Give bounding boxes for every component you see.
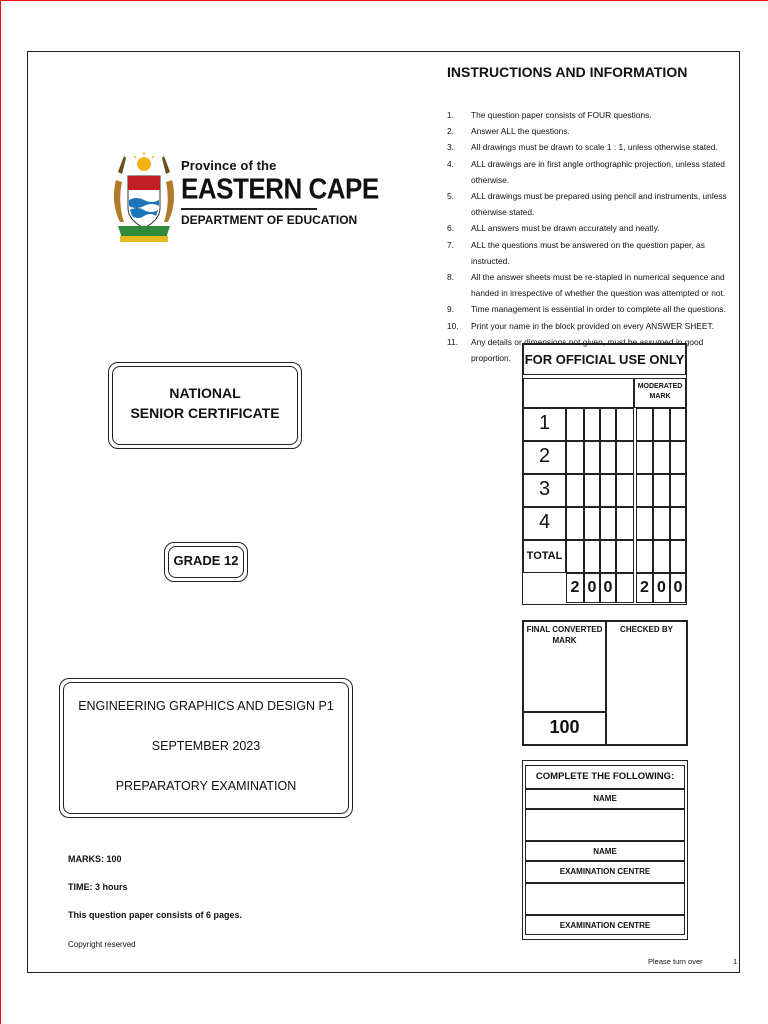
exam-type: PREPARATORY EXAMINATION [115,779,297,793]
instruction-item [447,237,729,269]
max-mark-digit: 0 [603,579,613,596]
instruction-text: ALL the questions must be answered on the question paper, as instructed. [471,239,705,266]
complete-following-box [522,760,688,940]
instructions-list [447,107,729,366]
eastern-cape-logo [110,150,379,246]
final-mark-value: 100 [549,717,580,737]
moderated-input-cell[interactable] [636,441,653,474]
instruction-number: 9. [447,304,454,315]
final-mark-label-cell [523,621,606,712]
official-title-cell [523,344,686,375]
mark-input-cell[interactable] [616,441,634,474]
final-mark-box [522,620,688,746]
mark-input-cell[interactable] [616,507,634,540]
question-number-cell [523,408,566,441]
total-label-cell [523,540,566,573]
name-label-cell-2 [525,841,685,861]
official-use-table [522,343,687,605]
marks-text: MARKS: 100 [68,854,122,864]
checked-by-cell [606,621,687,745]
time-text: TIME: 3 hours [68,882,128,892]
instruction-text: Print your name in the block provided on every ANSWER SHEET. [471,320,714,331]
instruction-number: 6. [447,223,454,234]
instruction-text: Any details or dimensions not given, must be assumed in good proportion. [471,336,704,364]
question-number-cell [523,441,566,474]
top-edge-line [0,0,768,1]
moderated-mark-label: MODERATED MARK [637,383,683,400]
paper-title-box [59,678,353,818]
instruction-text: ALL drawings are in first angle orthographic projection, unless stated otherwise. [471,158,725,185]
official-title: FOR OFFICIAL USE ONLY [524,352,685,367]
blank-header-cell [523,378,634,408]
question-number: 1 [538,412,551,434]
instruction-number: 7. [447,239,454,250]
mark-input-cell[interactable] [566,507,584,540]
moderated-max-digit: 0 [673,579,683,596]
max-mark-digit-cell [566,573,584,603]
instruction-item [447,139,729,155]
moderated-max-digit-cell [670,573,686,603]
max-mark-digit: 0 [587,579,597,596]
moderated-input-cell[interactable] [670,408,686,441]
instruction-number: 8. [447,272,454,283]
moderated-input-cell[interactable] [653,474,670,507]
exam-date: SEPTEMBER 2023 [151,739,261,753]
instruction-text: ALL answers must be drawn accurately and neatly. [471,223,660,234]
question-number-cell [523,474,566,507]
mark-input-cell[interactable] [600,441,616,474]
max-mark-digit-cell [584,573,600,603]
instruction-item [447,269,729,301]
mark-input-cell[interactable] [584,408,600,441]
instruction-text: Time management is essential in order to complete all the questions. [471,304,726,315]
instruction-number: 11. [447,336,459,347]
certificate-title [109,383,301,423]
grade-label: GRADE 12 [173,553,239,568]
coat-of-arms-icon [110,150,178,246]
instructions-title: INSTRUCTIONS AND INFORMATION [447,64,688,80]
moderated-max-digit: 2 [640,579,649,596]
instruction-item [447,123,729,139]
certificate-line-2: SENIOR CERTIFICATE [130,405,280,421]
instruction-item [447,301,729,317]
instruction-item [447,107,729,123]
question-number: 2 [538,445,551,467]
mark-input-cell[interactable] [584,474,600,507]
certificate-line-1: NATIONAL [169,385,241,401]
instruction-number: 5. [447,191,454,202]
checked-by-label: CHECKED BY [620,625,673,634]
turn-over-text: Please turn over [648,957,703,966]
moderated-max-digit: 0 [657,579,666,596]
instruction-item [447,156,729,188]
mark-input-cell[interactable] [584,507,600,540]
moderated-input-cell[interactable] [636,474,653,507]
moderated-input-cell[interactable] [670,507,686,540]
instruction-number: 1. [447,110,454,120]
left-edge-line [0,0,1,1024]
mark-input-cell[interactable] [600,540,616,573]
logo-divider [181,208,317,210]
instruction-item [447,220,729,236]
centre-input-field[interactable] [525,883,685,915]
pages-text: This question paper consists of 6 pages. [68,910,243,920]
question-number: 4 [538,511,551,533]
moderated-max-digit-cell [636,573,653,603]
instruction-text: ALL drawings must be prepared using pencil and instruments, unless otherwise stated. [471,191,727,218]
moderated-input-cell[interactable] [653,507,670,540]
mark-input-cell[interactable] [600,408,616,441]
instruction-number: 2. [447,126,454,137]
grade-box [164,542,248,582]
moderated-input-cell[interactable] [636,507,653,540]
moderated-input-cell[interactable] [653,408,670,441]
instruction-number: 4. [447,158,454,169]
name-label: NAME [593,794,617,803]
instruction-text: All drawings must be drawn to scale 1 : 1, unless otherwise stated. [471,142,718,153]
instruction-number: 10. [447,320,459,331]
max-mark-digit-cell [600,573,616,603]
instruction-number: 3. [447,142,454,153]
centre-label-2: EXAMINATION CENTRE [559,921,651,930]
copyright-text: Copyright reserved [68,940,136,949]
instruction-text: Answer ALL the questions. [471,126,570,137]
moderated-input-cell[interactable] [670,441,686,474]
name-label-cell [525,789,685,809]
logo-department-text: DEPARTMENT OF EDUCATION [181,213,358,227]
instruction-item [447,188,729,220]
mark-input-cell[interactable] [616,540,634,573]
mark-input-cell[interactable] [600,507,616,540]
moderated-max-digit-cell [653,573,670,603]
certificate-box [108,362,302,449]
complete-title-cell [525,765,685,789]
final-mark-label: FINAL CONVERTED MARK [526,625,603,645]
subject-title: ENGINEERING GRAPHICS AND DESIGN P1 [78,699,334,713]
complete-title: COMPLETE THE FOLLOWING: [535,771,675,782]
mark-input-cell[interactable] [566,474,584,507]
blank-cell [616,573,634,603]
page-number: 1 [733,957,738,966]
instruction-text: All the answer sheets must be re-stapled in numerical sequence and handed in irrespective of whether the question was attempted or not. [471,272,726,299]
instruction-item [447,318,729,334]
max-mark-digit: 2 [570,579,580,596]
mark-input-cell[interactable] [600,474,616,507]
mark-input-cell[interactable] [566,441,584,474]
moderated-input-cell[interactable] [653,441,670,474]
instruction-text: The question paper consists of FOUR questions. [471,110,652,120]
name-input-field[interactable] [525,809,685,841]
moderated-input-cell[interactable] [653,540,670,573]
name-label-2: NAME [593,847,617,856]
moderated-input-cell[interactable] [670,540,686,573]
question-number: 3 [538,478,551,500]
total-label: TOTAL [526,550,563,562]
moderated-mark-cell [634,378,686,408]
moderated-input-cell[interactable] [670,474,686,507]
mark-input-cell[interactable] [616,408,634,441]
mark-input-cell[interactable] [566,408,584,441]
mark-input-cell[interactable] [566,540,584,573]
centre-label: EXAMINATION CENTRE [559,867,651,876]
logo-main-text: EASTERN CAPE [181,172,379,205]
moderated-input-cell[interactable] [636,408,653,441]
moderated-input-cell[interactable] [636,540,653,573]
centre-label-cell [525,861,685,883]
final-mark-value-cell [523,712,606,745]
mark-input-cell[interactable] [616,474,634,507]
logo-province-text: Province of the [181,158,277,173]
mark-input-cell[interactable] [584,540,600,573]
question-number-cell [523,507,566,540]
centre-label-cell-2 [525,915,685,935]
mark-input-cell[interactable] [584,441,600,474]
